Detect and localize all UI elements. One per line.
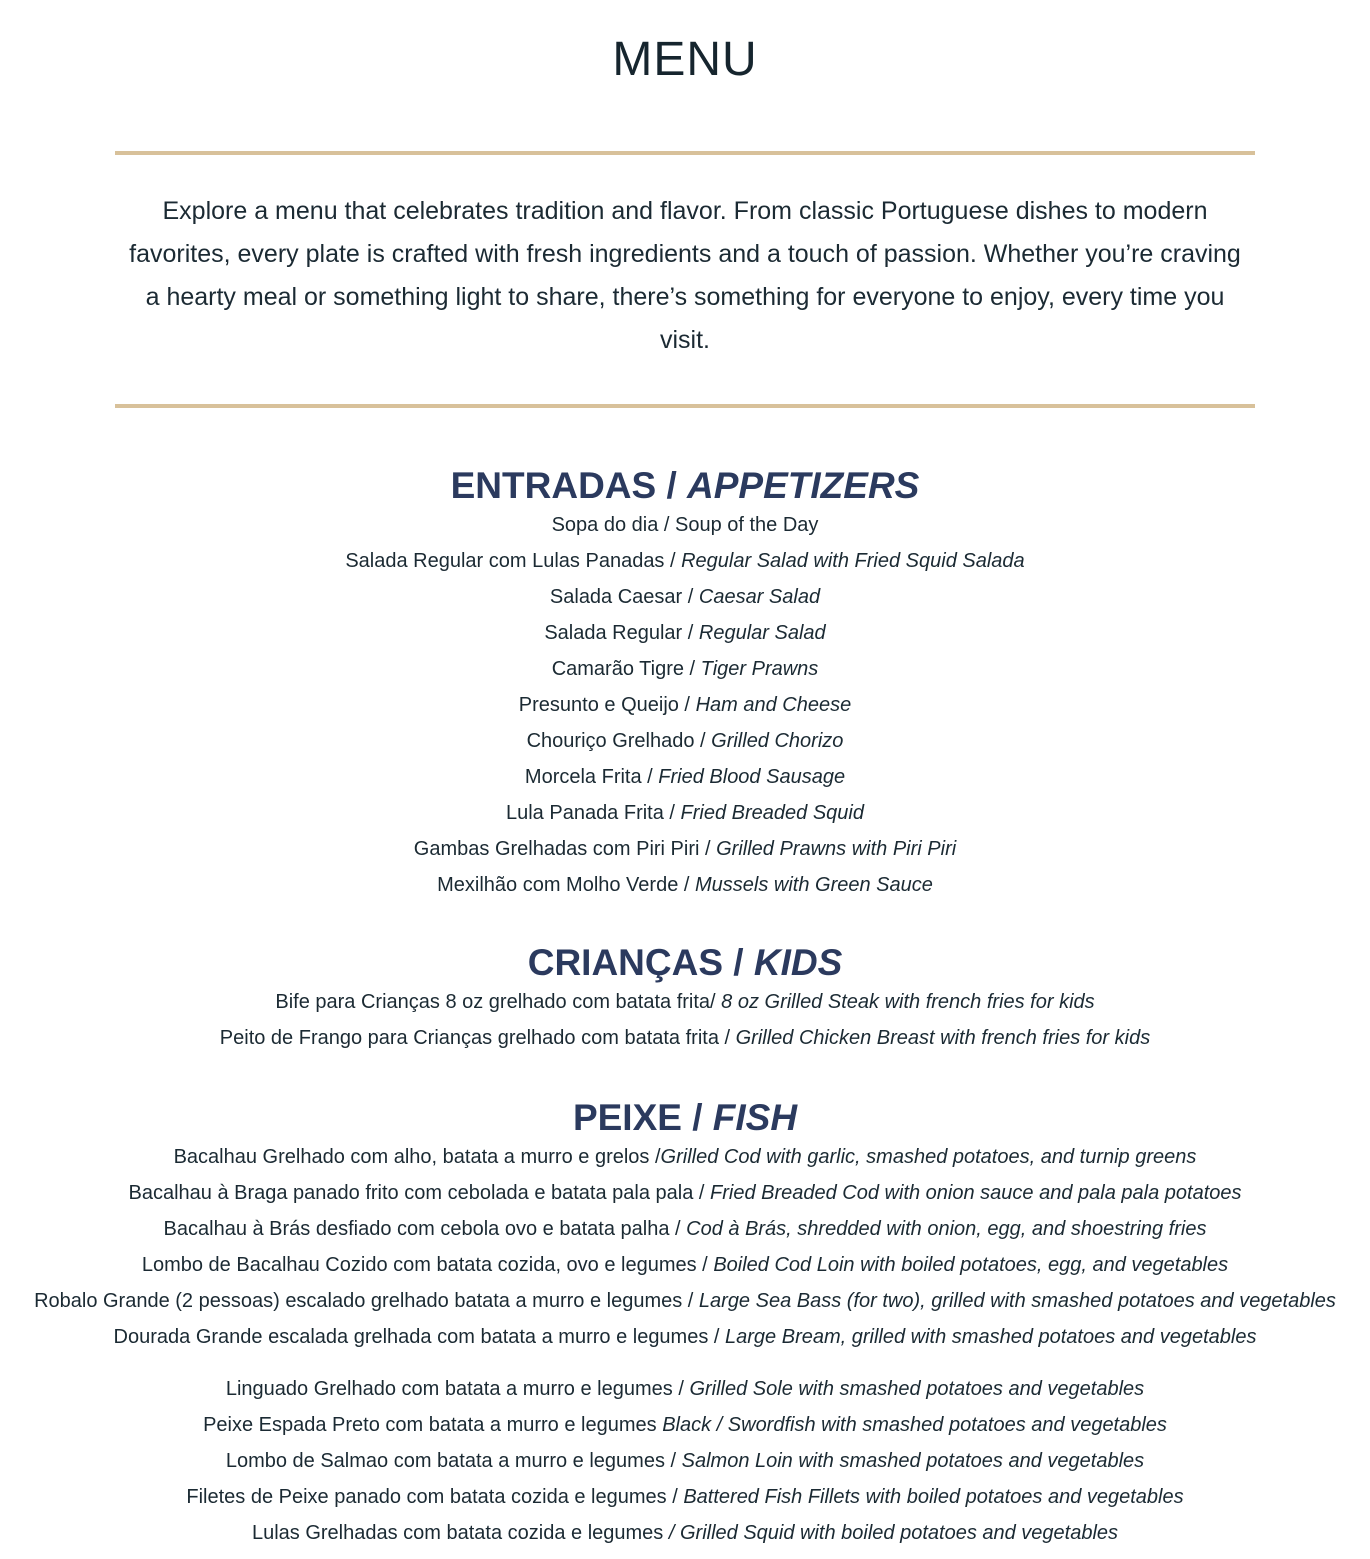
menu-item (0, 615, 1370, 651)
menu-item (0, 1247, 1370, 1283)
menu-item-en: Tiger Prawns (700, 658, 819, 680)
menu-item-en: Ham and Cheese (695, 694, 852, 716)
kids-list (0, 984, 1370, 1056)
menu-item (0, 795, 1370, 831)
menu-item-pt: Dourada Grande escalada grelhada com batata a murro e legumes / (113, 1326, 726, 1348)
menu-item-pt: Sopa do dia / Soup of the Day (551, 514, 819, 536)
menu-item-pt: Camarão Tigre / (551, 658, 701, 680)
menu-item-pt: Morcela Frita / (524, 766, 659, 788)
menu-item-pt: Peito de Frango para Crianças grelhado com batata frita / (219, 1027, 736, 1049)
menu-item-en: Fried Breaded Squid (680, 802, 864, 824)
menu-item-pt: Bife para Crianças 8 oz grelhado com batata frita/ (275, 991, 722, 1013)
menu-item-en: Salmon Loin with smashed potatoes and vegetables (681, 1450, 1145, 1472)
menu-item-pt: Lulas Grelhadas com batata cozida e legumes (251, 1522, 669, 1544)
menu-item (0, 1479, 1370, 1515)
menu-item (0, 507, 1370, 543)
section-title-kids: CRIANÇAS / KIDS (527, 942, 843, 983)
menu-item (0, 723, 1370, 759)
appetizers-list (0, 507, 1370, 903)
menu-item-en: Fried Blood Sausage (658, 766, 846, 788)
menu-item-pt: Lula Panada Frita / (505, 802, 681, 824)
menu-item-pt: Presunto e Queijo / (518, 694, 696, 716)
menu-item (0, 1139, 1370, 1175)
menu-item-en: Grilled Sole with smashed potatoes and vegetables (689, 1378, 1145, 1400)
menu-item (0, 1319, 1370, 1355)
menu-item (0, 687, 1370, 723)
menu-item (0, 1515, 1370, 1551)
menu-item (0, 831, 1370, 867)
top-divider (115, 151, 1255, 155)
menu-item-en: Cod à Brás, shredded with onion, egg, and shoestring fries (686, 1218, 1207, 1240)
menu-item (0, 651, 1370, 687)
menu-item-pt: Mexilhão com Molho Verde / (437, 874, 695, 896)
menu-item (0, 984, 1370, 1020)
menu-item-pt: Salada Regular / (544, 622, 699, 644)
section-fish (0, 1094, 1370, 1551)
menu-item-pt: Lombo de Bacalhau Cozido com batata cozida, ovo e legumes / (141, 1254, 714, 1276)
menu-item-en: Large Bream, grilled with smashed potatoes and vegetables (725, 1326, 1257, 1348)
menu-item-en: Black / Swordfish with smashed potatoes and vegetables (662, 1414, 1167, 1436)
section-appetizers (0, 462, 1370, 903)
menu-item (0, 1020, 1370, 1056)
menu-item-pt: Lombo de Salmao com batata a murro e legumes / (225, 1450, 682, 1472)
section-title-fish: PEIXE / FISH (572, 1097, 798, 1138)
menu-item-pt: Chouriço Grelhado / (526, 730, 712, 752)
intro-text: Explore a menu that celebrates tradition and flavor. From classic Portuguese dishes to modern favorites, every plate is crafted with fresh ingredients and a touch of passion. Whether you’re craving a hearty meal or something light to share, there’s something for everyone to enjoy, every time you visit. (129, 197, 1241, 354)
page-title: MENU (612, 33, 758, 86)
menu-item (0, 1283, 1370, 1319)
section-title-appetizers: ENTRADAS / APPETIZERS (450, 465, 920, 506)
menu-item (0, 1443, 1370, 1479)
menu-item (0, 1211, 1370, 1247)
menu-item-en: Caesar Salad (698, 586, 821, 608)
menu-item-pt: Linguado Grelhado com batata a murro e legumes / (225, 1378, 690, 1400)
menu-item-pt: Salada Caesar / (549, 586, 699, 608)
section-kids (0, 939, 1370, 1056)
bottom-divider (115, 404, 1255, 408)
menu-item-en: Regular Salad (698, 622, 826, 644)
menu-item (0, 1407, 1370, 1443)
menu-item-en: Grilled Cod with garlic, smashed potatoes, and turnip greens (660, 1146, 1197, 1168)
menu-item-pt: Peixe Espada Preto com batata a murro e legumes (203, 1414, 663, 1436)
menu-item (0, 543, 1370, 579)
menu-item-en: 8 oz Grilled Steak with french fries for kids (721, 991, 1095, 1013)
menu-item-en: Battered Fish Fillets with boiled potatoes and vegetables (683, 1486, 1184, 1508)
menu-item-en: Boiled Cod Loin with boiled potatoes, egg, and vegetables (713, 1254, 1229, 1276)
menu-item-en: Grilled Chorizo (711, 730, 844, 752)
fish-list (0, 1139, 1370, 1551)
menu-item-en: Large Sea Bass (for two), grilled with smashed potatoes and vegetables (698, 1290, 1336, 1312)
menu-item-en: / Grilled Squid with boiled potatoes and vegetables (668, 1522, 1119, 1544)
menu-item-en: Grilled Chicken Breast with french fries for kids (735, 1027, 1151, 1049)
menu-item-en: Regular Salad with Fried Squid Salada (681, 550, 1025, 572)
menu-item-en: Mussels with Green Sauce (695, 874, 933, 896)
menu-item-pt: Gambas Grelhadas com Piri Piri / (413, 838, 717, 860)
menu-item (0, 579, 1370, 615)
menu-item-en: Fried Breaded Cod with onion sauce and pala pala potatoes (710, 1182, 1242, 1204)
menu-item-pt: Filetes de Peixe panado com batata cozida e legumes / (186, 1486, 684, 1508)
menu-item-pt: Robalo Grande (2 pessoas) escalado grelhado batata a murro e legumes / (34, 1290, 699, 1312)
menu-item (0, 1175, 1370, 1211)
menu-sections (0, 462, 1370, 1551)
menu-item-pt: Bacalhau à Brás desfiado com cebola ovo e batata palha / (163, 1218, 687, 1240)
menu-item-pt: Salada Regular com Lulas Panadas / (345, 550, 682, 572)
menu-item-pt: Bacalhau à Braga panado frito com cebolada e batata pala pala / (128, 1182, 711, 1204)
menu-item (0, 867, 1370, 903)
menu-item-pt: Bacalhau Grelhado com alho, batata a murro e grelos / (173, 1146, 661, 1168)
menu-item (0, 759, 1370, 795)
menu-item-en: Grilled Prawns with Piri Piri (716, 838, 957, 860)
menu-item (0, 1371, 1370, 1407)
